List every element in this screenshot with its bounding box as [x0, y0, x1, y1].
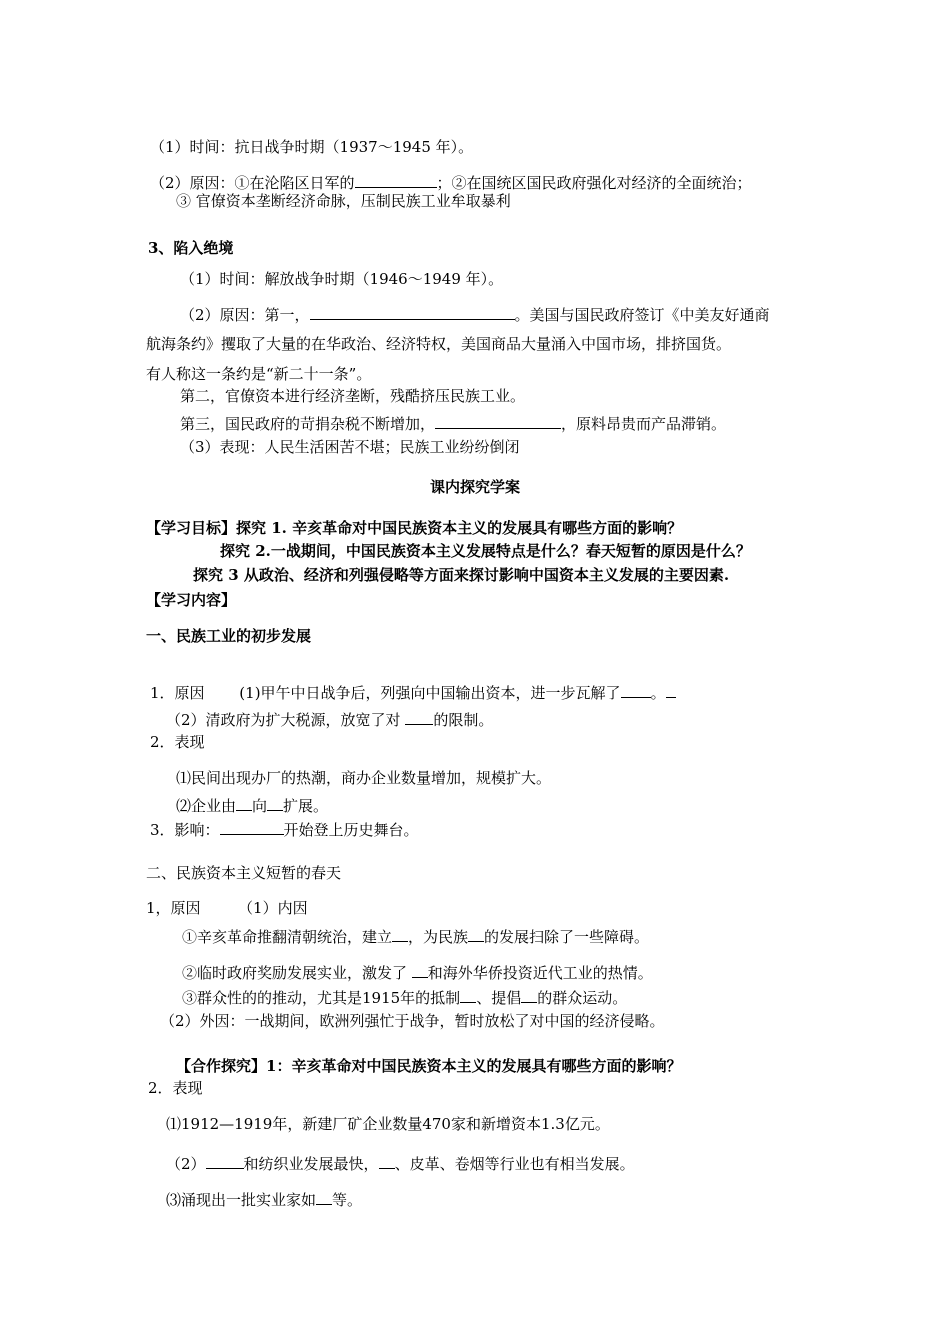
p1-show2-b: 向 — [252, 797, 268, 815]
blank — [435, 414, 561, 429]
blank — [236, 796, 252, 811]
p2-r2-b: 和海外华侨投资近代工业的热情。 — [427, 964, 653, 982]
blank — [379, 1154, 395, 1169]
p2-heading: 二、民族资本主义短暂的春天 — [146, 864, 342, 882]
p1-show: 2．表现 — [150, 733, 205, 751]
blank — [392, 927, 408, 942]
p2-r1-a: ①辛亥革命推翻清朝统治，建立 — [182, 928, 393, 946]
p1-show-2 — [176, 796, 328, 814]
p2-reason-3 — [182, 988, 627, 1006]
s2-reason-line2: ③ 官僚资本垄断经济命脉，压制民族工业牟取暴利 — [176, 192, 511, 210]
s2-reason-b: ；②在国统区国民政府强化对经济的全面统治； — [436, 174, 752, 192]
p1-reason-a: 1．原因 (1)甲午中日战争后，列强向中国输出资本，进一步瓦解了 — [150, 684, 621, 702]
p2-r1-c: 的发展扫除了一些障碍。 — [484, 928, 650, 946]
s3-reason-line2: 航海条约》攫取了大量的在华政治、经济特权，美国商品大量涌入中国市场，排挤国货。 — [146, 335, 732, 353]
p2-show-1: ⑴1912—1919年，新建厂矿企业数量470家和新增资本1.3亿元。 — [166, 1115, 610, 1133]
blank — [355, 173, 437, 188]
s3-time: （1）时间：解放战争时期（1946～1949 年）。 — [180, 270, 504, 288]
blank — [412, 963, 428, 978]
s2-reason-a: （2）原因：①在沦陷区日军的 — [150, 174, 355, 192]
p1-reason2-b: 的限制。 — [433, 711, 494, 729]
goal-3: 探究 3 从政治、经济和列强侵略等方面来探讨影响中国资本主义发展的主要因素. — [193, 566, 730, 584]
p2-reason-1 — [182, 927, 649, 945]
p1-show2-a: ⑵企业由 — [176, 797, 237, 815]
blank — [206, 1154, 244, 1169]
goal-2: 探究 2.一战期间，中国民族资本主义发展特点是什么？春天短暂的原因是什么？ — [220, 542, 751, 560]
p1-reason-line2 — [166, 710, 493, 728]
blank — [310, 305, 515, 320]
s3-show: （3）表现：人民生活困苦不堪；民族工业纷纷倒闭 — [180, 438, 520, 456]
s3-second: 第二，官僚资本进行经济垄断，残酷挤压民族工业。 — [180, 387, 526, 405]
s3-reason-a: （2）原因：第一， — [180, 306, 310, 324]
blank — [405, 710, 433, 725]
p2-r3-b: 、提倡 — [476, 989, 522, 1007]
p1-show-1: ⑴民间出现办厂的热潮，商办企业数量增加，规模扩大。 — [176, 769, 552, 787]
p2-s3-b: 等。 — [332, 1191, 363, 1209]
p1-reason-line1 — [150, 683, 676, 701]
section-title: 课内探究学案 — [429, 478, 520, 496]
p1-effect-b: 开始登上历史舞台。 — [283, 821, 419, 839]
blank — [267, 796, 283, 811]
p1-show2-c: 扩展。 — [283, 797, 329, 815]
blank — [468, 927, 484, 942]
p1-reason2-a: （2）清政府为扩大税源，放宽了对 — [166, 711, 406, 729]
p1-reason-b: 。 — [650, 684, 666, 702]
s3-third — [180, 414, 726, 432]
p2-r2-a: ②临时政府奖励发展实业，激发了 — [182, 964, 412, 982]
p2-reason-2 — [182, 963, 653, 981]
p2-r3-c: 的群众运动。 — [537, 989, 628, 1007]
s2-reason-line1 — [150, 173, 752, 191]
content-heading: 【学习内容】 — [146, 591, 237, 609]
p2-show: 2．表现 — [148, 1079, 203, 1097]
blank — [621, 683, 651, 698]
p2-reason: 1，原因 （1）内因 — [146, 899, 308, 917]
p1-heading: 一、民族工业的初步发展 — [146, 627, 312, 645]
p2-s2-c: 、皮革、卷烟等行业也有相当发展。 — [394, 1155, 635, 1173]
p2-show-3 — [166, 1190, 362, 1208]
p1-effect-a: 3．影响： — [150, 821, 220, 839]
goal-1: 【学习目标】探究 1. 辛亥革命对中国民族资本主义的发展具有哪些方面的影响？ — [146, 519, 683, 537]
s3-third-b: ，原料昂贵而产品滞销。 — [561, 415, 727, 433]
p2-r3-a: ③群众性的的推动，尤其是1915年的抵制 — [182, 989, 461, 1007]
s3-reason-line1 — [180, 305, 770, 323]
s3-reason-b: 。美国与国民政府签订《中美友好通商 — [514, 306, 770, 324]
s3-reason-line3: 有人称这一条约是“新二十一条”。 — [146, 365, 372, 383]
p2-external: （2）外因：一战期间，欧洲列强忙于战争，暂时放松了对中国的经济侵略。 — [160, 1012, 665, 1030]
p2-r1-b: ，为民族 — [408, 928, 469, 946]
coop-heading: 【合作探究】1：辛亥革命对中国民族资本主义的发展具有哪些方面的影响？ — [176, 1057, 682, 1075]
blank — [460, 988, 476, 1003]
s2-time: （1）时间：抗日战争时期（1937～1945 年）。 — [150, 138, 474, 156]
blank — [521, 988, 537, 1003]
p1-effect — [150, 820, 419, 838]
p2-s2-a: （2） — [166, 1155, 206, 1173]
s3-heading: 3、陷入绝境 — [148, 239, 234, 257]
blank — [666, 683, 676, 698]
p2-s3-a: ⑶涌现出一批实业家如 — [166, 1191, 317, 1209]
blank — [220, 820, 284, 835]
s3-third-a: 第三，国民政府的苛捐杂税不断增加， — [180, 415, 436, 433]
p2-s2-b: 和纺织业发展最快， — [243, 1155, 379, 1173]
blank — [316, 1190, 332, 1205]
p2-show-2 — [166, 1154, 635, 1172]
